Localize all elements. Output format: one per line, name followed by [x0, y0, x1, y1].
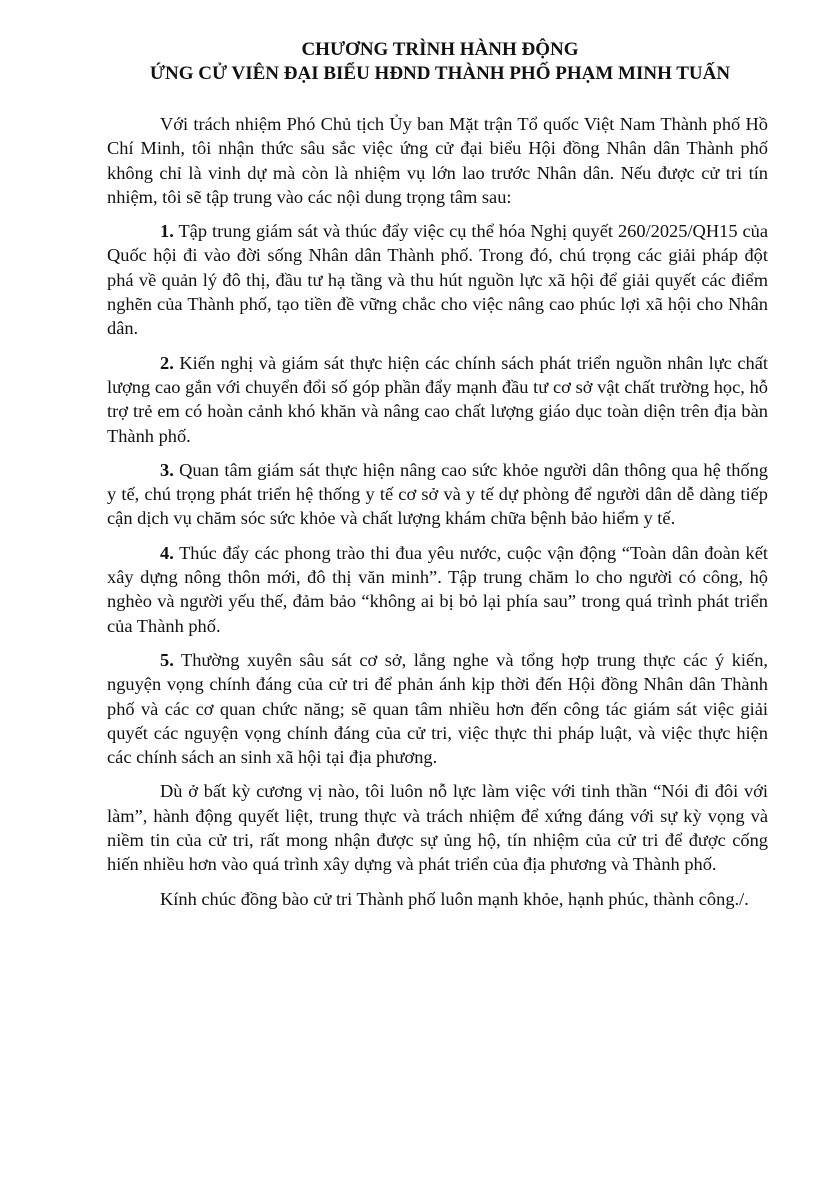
document-title: [100, 38, 780, 86]
document-body: [107, 112, 768, 921]
agenda-item-text: Tập trung giám sát và thúc đẩy việc cụ thể hóa Nghị quyết 260/2025/QH15 của Quốc hội đi vào đời sống Nhân dân Thành phố. Trong đó, chú trọng các giải pháp đột phá về quản lý đô thị, đầu tư hạ tầng và thu hút nguồn lực xã hội để giải quyết các điểm nghẽn của Thành phố, tạo tiền đề vững chắc cho việc nâng cao phúc lợi xã hội cho Nhân dân.: [107, 221, 769, 339]
agenda-item-number: 2.: [160, 352, 174, 373]
intro-paragraph: Với trách nhiệm Phó Chủ tịch Ủy ban Mặt trận Tổ quốc Việt Nam Thành phố Hồ Chí Minh, tôi nhận thức sâu sắc việc ứng cử đại biểu Hội đồng Nhân dân Thành phố không chỉ là vinh dự mà còn là nhiệm vụ lớn lao trước Nhân dân. Nếu được cử tri tín nhiệm, tôi sẽ tập trung vào các nội dung trọng tâm sau:: [107, 114, 768, 207]
agenda-item-text: Thường xuyên sâu sát cơ sở, lắng nghe và tổng hợp trung thực các ý kiến, nguyện vọng chính đáng của cử tri để phản ánh kịp thời đến Hội đồng Nhân dân Thành phố và các cơ quan chức năng; sẽ quan tâm nhiều hơn đến công tác giám sát việc giải quyết các nguyện vọng chính đáng của cử tri, việc thực thi pháp luật, và việc thực hiện các chính sách an sinh xã hội tại địa phương.: [107, 649, 769, 768]
agenda-item-text: Thúc đẩy các phong trào thi đua yêu nước, cuộc vận động “Toàn dân đoàn kết xây dựng nông thôn mới, đô thị văn minh”. Tập trung chăm lo cho người có công, hộ nghèo và người yếu thế, đảm bảo “không ai bị bỏ lại phía sau” trong quá trình phát triển của Thành phố.: [107, 542, 769, 636]
title-line-2: ỨNG CỬ VIÊN ĐẠI BIỂU HĐND THÀNH PHỐ PHẠM MINH TUẤN: [149, 63, 731, 84]
agenda-item-3: [107, 458, 768, 531]
agenda-item-text: Quan tâm giám sát thực hiện nâng cao sức khỏe người dân thông qua hệ thống y tế, chú trọng phát triển hệ thống y tế cơ sở và y tế dự phòng để người dân dễ dàng tiếp cận dịch vụ chăm sóc sức khỏe và chất lượng khám chữa bệnh bảo hiểm y tế.: [107, 459, 768, 529]
agenda-item-2: [107, 351, 768, 448]
agenda-item-number: 5.: [160, 649, 174, 670]
closing-paragraph: Dù ở bất kỳ cương vị nào, tôi luôn nỗ lực làm việc với tinh thần “Nói đi đôi với làm”, hành động quyết liệt, trung thực và trách nhiệm để xứng đáng với sự kỳ vọng và niềm tin của cử tri, rất mong nhận được sự ủng hộ, tín nhiệm của cử tri để được cống hiến nhiều hơn vào quá trình xây dựng và phát triển của địa phương và Thành phố.: [107, 781, 768, 875]
greeting-paragraph: Kính chúc đồng bào cử tri Thành phố luôn mạnh khỏe, hạnh phúc, thành công./.: [160, 888, 749, 909]
title-line-1: CHƯƠNG TRÌNH HÀNH ĐỘNG: [301, 39, 579, 60]
agenda-item-5: [107, 648, 768, 769]
agenda-item-text: Kiến nghị và giám sát thực hiện các chính sách phát triển nguồn nhân lực chất lượng cao gắn với chuyển đổi số góp phần đẩy mạnh đầu tư cơ sở vật chất trường học, hỗ trợ trẻ em có hoàn cảnh khó khăn và nâng cao chất lượng giáo dục toàn diện trên địa bàn Thành phố.: [107, 352, 768, 446]
agenda-item-number: 1.: [160, 221, 174, 242]
agenda-item-1: [107, 219, 768, 340]
agenda-item-number: 3.: [160, 459, 174, 480]
agenda-item-number: 4.: [160, 542, 174, 563]
agenda-item-4: [107, 541, 768, 638]
